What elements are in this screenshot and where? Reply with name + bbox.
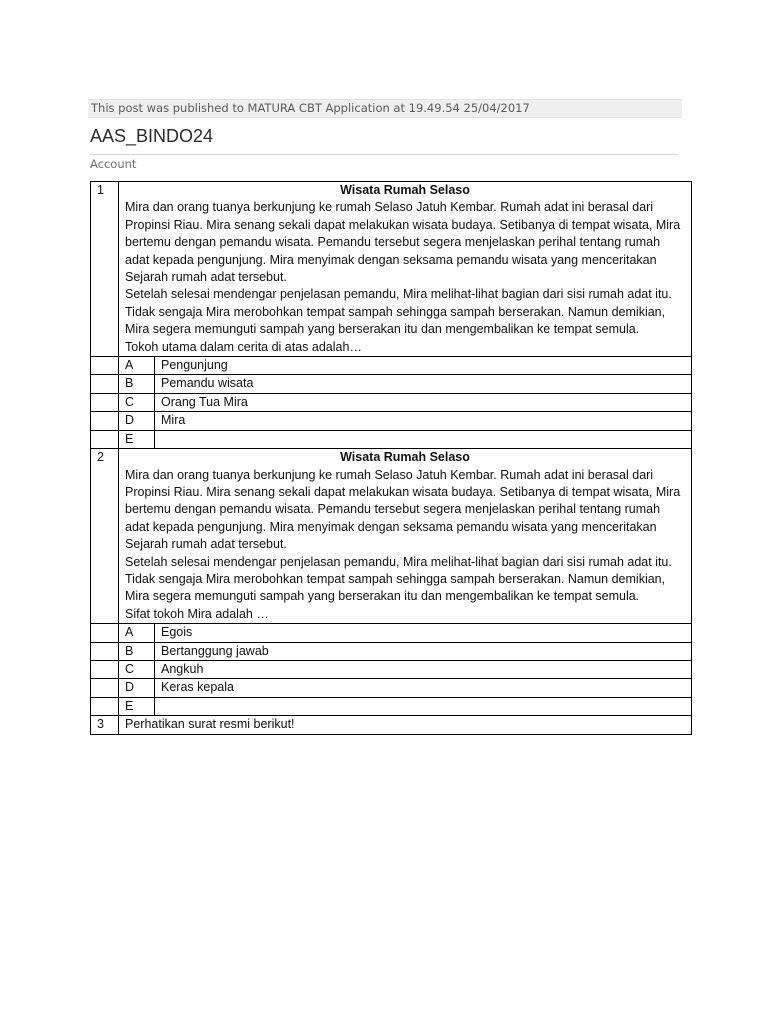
option-row <box>91 375 692 393</box>
option-letter: D <box>119 412 155 430</box>
option-text <box>155 430 692 448</box>
passage-title: Wisata Rumah Selaso <box>340 450 470 465</box>
option-text: Pengunjung <box>155 357 692 375</box>
option-text: Pemandu wisata <box>155 375 692 393</box>
option-letter: C <box>119 660 155 678</box>
option-row <box>91 412 692 430</box>
question-body <box>119 449 692 624</box>
option-text <box>155 697 692 715</box>
option-letter: C <box>119 393 155 411</box>
document-title: AAS_BINDO24 <box>90 126 214 146</box>
option-letter: E <box>119 430 155 448</box>
option-text: Egois <box>155 624 692 642</box>
option-text: Mira <box>155 412 692 430</box>
option-letter: A <box>119 624 155 642</box>
option-text: Orang Tua Mira <box>155 393 692 411</box>
option-row <box>91 679 692 697</box>
option-text: Keras kepala <box>155 679 692 697</box>
option-row <box>91 357 692 375</box>
passage-paragraph: Mira dan orang tuanya berkunjung ke rumah Selaso Jatuh Kembar. Rumah adat ini berasal dari Propinsi Riau. Mira senang sekali dapat melakukan wisata budaya. Setibanya di tempat wisata, Mira bertemu dengan pemandu wisata. Pemandu tersebut segera menjelaskan perihal tentang rumah adat kepada pengunjung. Mira menyimak dengan seksama pemandu wisata yang menceritakan Sejarah rumah adat tersebut. <box>125 200 681 285</box>
passage-paragraph: Mira dan orang tuanya berkunjung ke rumah Selaso Jatuh Kembar. Rumah adat ini berasal dari Propinsi Riau. Mira senang sekali dapat melakukan wisata budaya. Setibanya di tempat wisata, Mira bertemu dengan pemandu wisata. Pemandu tersebut segera menjelaskan perihal tentang rumah adat kepada pengunjung. Mira menyimak dengan seksama pemandu wisata yang menceritakan Sejarah rumah adat tersebut. <box>125 467 681 552</box>
option-text: Bertanggung jawab <box>155 642 692 660</box>
publish-info-text: This post was published to MATURA CBT Application at 19.49.54 25/04/2017 <box>91 101 530 115</box>
option-letter: E <box>119 697 155 715</box>
option-letter: B <box>119 642 155 660</box>
question-number: 2 <box>91 449 119 624</box>
question-prompt: Sifat tokoh Mira adalah … <box>125 606 269 621</box>
question-number: 3 <box>91 716 119 734</box>
option-row <box>91 660 692 678</box>
question-row <box>91 182 692 357</box>
question-row <box>91 449 692 624</box>
title-divider <box>90 154 678 155</box>
question-prompt: Tokoh utama dalam cerita di atas adalah… <box>125 339 362 354</box>
option-letter: D <box>119 679 155 697</box>
passage-paragraph: Setelah selesai mendengar penjelasan pemandu, Mira melihat-lihat bagian dari sisi rumah adat itu. Tidak sengaja Mira merobohkan tempat sampah sehingga sampah berserakan. Namun demikian, Mira segera memunguti sampah yang berserakan itu dan mengembalikan ke tempat semula. <box>125 554 672 604</box>
question-number: 1 <box>91 182 119 357</box>
passage-paragraph: Setelah selesai mendengar penjelasan pemandu, Mira melihat-lihat bagian dari sisi rumah adat itu. Tidak sengaja Mira merobohkan tempat sampah sehingga sampah berserakan. Namun demikian, Mira segera memunguti sampah yang berserakan itu dan mengembalikan ke tempat semula. <box>125 287 672 337</box>
question-body <box>119 182 692 357</box>
option-letter: B <box>119 375 155 393</box>
question-body <box>119 716 692 734</box>
publish-info-bar <box>88 99 682 118</box>
option-row <box>91 393 692 411</box>
option-row <box>91 624 692 642</box>
option-row <box>91 697 692 715</box>
question-row <box>91 716 692 734</box>
option-text: Angkuh <box>155 660 692 678</box>
question-table <box>90 181 692 735</box>
question-prompt: Perhatikan surat resmi berikut! <box>125 717 295 732</box>
document-author[interactable]: Account <box>90 157 137 171</box>
option-letter: A <box>119 357 155 375</box>
option-row <box>91 430 692 448</box>
option-row <box>91 642 692 660</box>
passage-title: Wisata Rumah Selaso <box>340 183 470 197</box>
